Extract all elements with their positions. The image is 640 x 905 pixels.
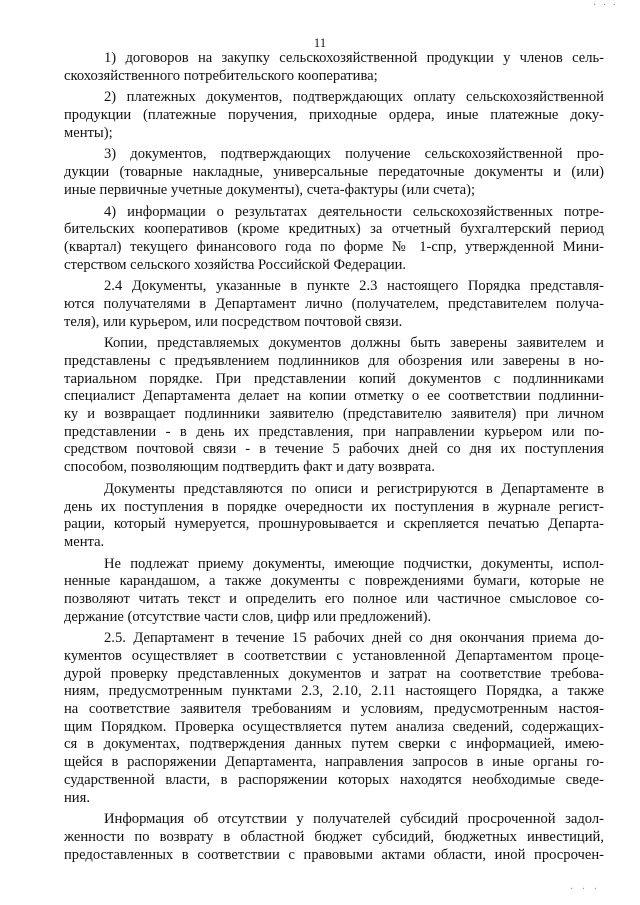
text-line: держание (отсутствие части слов, цифр или предложений).	[64, 608, 432, 625]
text-line: день их поступления в порядке очередности их поступления в журнале регист-	[64, 498, 604, 515]
scan-bottom-mark: · · ·	[570, 884, 600, 895]
document-body	[64, 50, 604, 864]
text-line: ся в документах, подтверждения данных путем сверки с информацией, имею-	[64, 736, 604, 753]
text-line: иные первичные учетные документы), счета-фактуры (или счета);	[64, 181, 476, 198]
text-line: рации, который нумеруется, прошнуровывается и скрепляется печатью Департа-	[64, 516, 604, 533]
text-line: кументов осуществляет в соответствии с установленной Департаментом проце-	[64, 648, 604, 664]
text-line: мента.	[64, 533, 105, 550]
text-line: Информация об отсутствии у получателей субсидий просроченной задол-	[104, 811, 604, 828]
paragraph	[64, 146, 604, 199]
paragraph	[64, 811, 604, 864]
text-line: предоставленных в соответствии с правовыми актами области, иной просрочен-	[64, 846, 604, 863]
text-line: представлении - в день их представления, при направлении курьером или по-	[64, 423, 604, 440]
text-line: 4) информации о результатах деятельности сельскохозяйственных потре-	[104, 203, 604, 220]
text-line: ненные карандашом, а также документы с повреждениями бумаги, которые не	[64, 573, 604, 590]
text-line: сударственной власти, в распоряжении которых находятся необходимые сведе-	[64, 771, 604, 788]
scan-corner-mark: · · ·	[593, 0, 618, 11]
text-line: 2.5. Департамент в течение 15 рабочих дней со дня окончания приема до-	[104, 630, 604, 647]
text-line: дукции (товарные накладные, универсальные передаточные документы и (или)	[64, 164, 604, 181]
text-line: стерством сельского хозяйства Российской Федерации.	[64, 256, 407, 273]
text-line: щим Порядком. Проверка осуществляется путем анализа сведений, содержащих-	[64, 718, 604, 735]
paragraph	[64, 204, 604, 275]
text-line: 2.4 Документы, указанные в пункте 2.3 настоящего Порядка представля-	[104, 278, 604, 295]
paragraph	[64, 89, 604, 142]
text-line: 3) документов, подтверждающих получение сельскохозяйственной про-	[104, 146, 604, 163]
text-line: позволяют читать текст и определить его полное или частичное смысловое со-	[64, 590, 604, 607]
text-line: ются получателями в Департамент лично (получателем, представителем получа-	[64, 295, 604, 312]
text-line: дурой проверку представленных документов и затрат на соответствие требова-	[64, 665, 604, 682]
paragraph	[64, 335, 604, 477]
text-line: продукции (платежные поручения, приходные ордера, иные платежные доку-	[64, 107, 604, 124]
text-line: Не подлежат приему документы, имеющие подчистки, документы, испол-	[104, 555, 604, 572]
paragraph	[64, 278, 604, 331]
text-line: менты);	[64, 124, 113, 141]
text-line: скохозяйственного потребительского кооператива;	[64, 67, 378, 84]
text-line: щейся в распоряжении Департамента, направления запросов в иные органы го-	[64, 754, 604, 771]
text-line: на соответствие заявителя требованиям и условиям, предусмотренным настоя-	[64, 701, 604, 718]
text-line: 1) договоров на закупку сельскохозяйственной продукции у членов сель-	[104, 50, 604, 66]
text-line: теля), или курьером, или посредством почтовой связи.	[64, 313, 403, 330]
text-line: ния.	[64, 789, 90, 806]
text-line: 2) платежных документов, подтверждающих оплату сельскохозяйственной	[104, 89, 604, 106]
paragraph	[64, 630, 604, 807]
text-line: представлены с предъявлением подлинников для обозрения или заверены в но-	[64, 353, 604, 369]
text-line: бительских кооперативов (кроме кредитных) за отчетный бухгалтерский период	[64, 221, 604, 238]
paragraph	[64, 556, 604, 627]
text-line: средством почтовой связи - в течение 5 рабочих дней со дня их поступления	[64, 441, 604, 458]
page-number: 11	[313, 35, 327, 50]
paragraph	[64, 481, 604, 552]
text-line: женности по возврату в областной бюджет субсидий, бюджетных инвестиций,	[64, 828, 604, 845]
text-line: ку и возвращает подлинники заявителю (представителю заявителя) при личном	[64, 406, 604, 423]
text-line: тариальном порядке. При представлении копий документов с подлинниками	[64, 370, 604, 387]
text-line: специалист Департамента делает на копии отметку о ее соответствии подлинни-	[64, 388, 604, 405]
text-line: ниям, предусмотренным пунктами 2.3, 2.10, 2.11 настоящего Порядка, а также	[64, 683, 604, 700]
text-line: Копии, представляемых документов должны быть заверены заявителем и	[104, 335, 604, 352]
paragraph	[64, 50, 604, 85]
text-line: способом, позволяющим подтвердить факт и дату возврата.	[64, 459, 435, 476]
text-line: Документы представляются по описи и регистрируются в Департаменте в	[104, 480, 604, 497]
text-line: (квартал) текущего финансового года по форме № 1-спр, утвержденной Мини-	[64, 238, 604, 255]
